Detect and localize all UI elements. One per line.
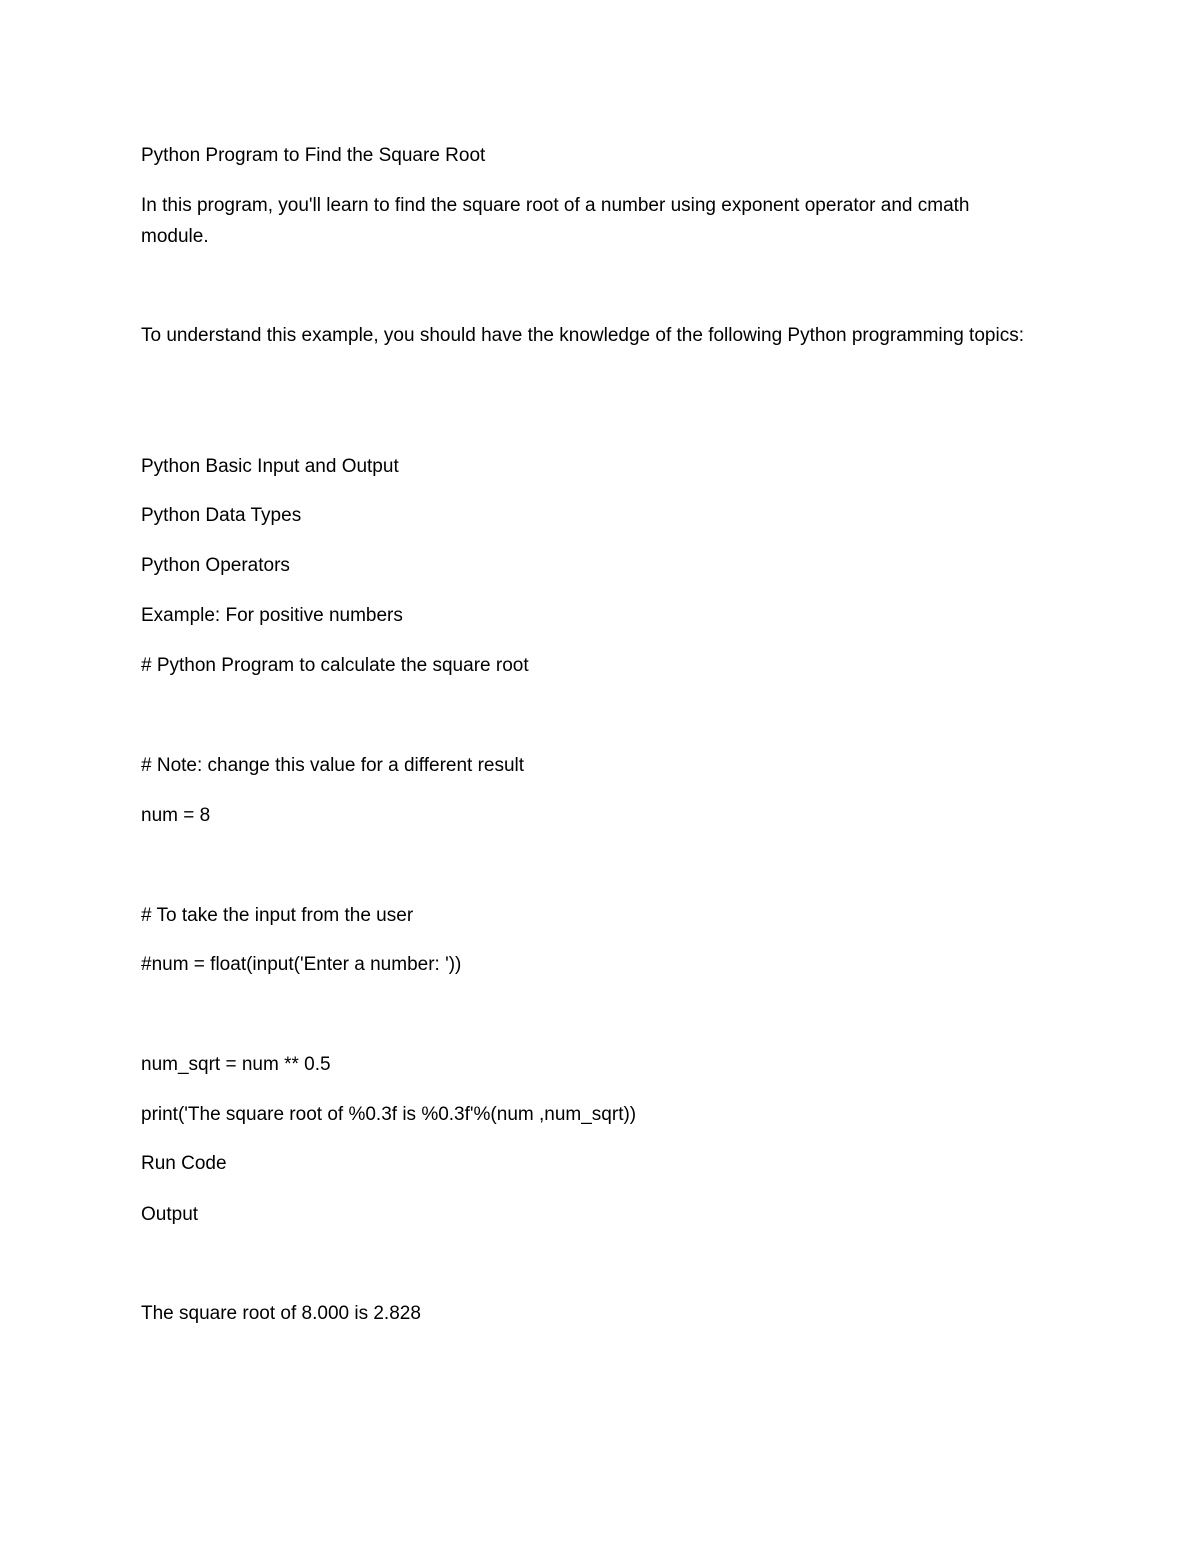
intro-paragraph: In this program, you'll learn to find the square root of a number using exponent operator and cmath module. [141, 195, 975, 247]
code-line: #num = float(input('Enter a number: ')) [141, 954, 462, 975]
run-code-label: Run Code [141, 1153, 227, 1174]
topic-item: Python Basic Input and Output [141, 456, 399, 477]
document-title: Python Program to Find the Square Root [141, 145, 486, 166]
prerequisite-paragraph: To understand this example, you should have the knowledge of the following Python programming topics: [141, 325, 1024, 346]
code-line: # To take the input from the user [141, 905, 414, 926]
code-line: # Python Program to calculate the square root [141, 655, 529, 676]
code-line: print('The square root of %0.3f is %0.3f'%(num ,num_sqrt)) [141, 1104, 637, 1125]
output-text: The square root of 8.000 is 2.828 [141, 1303, 421, 1324]
code-line: num = 8 [141, 805, 211, 826]
code-line: # Note: change this value for a different result [141, 755, 525, 776]
topic-item: Python Operators [141, 555, 290, 576]
topic-item: Python Data Types [141, 505, 302, 526]
code-line: num_sqrt = num ** 0.5 [141, 1054, 331, 1075]
example-heading: Example: For positive numbers [141, 605, 403, 626]
output-heading: Output [141, 1204, 199, 1225]
